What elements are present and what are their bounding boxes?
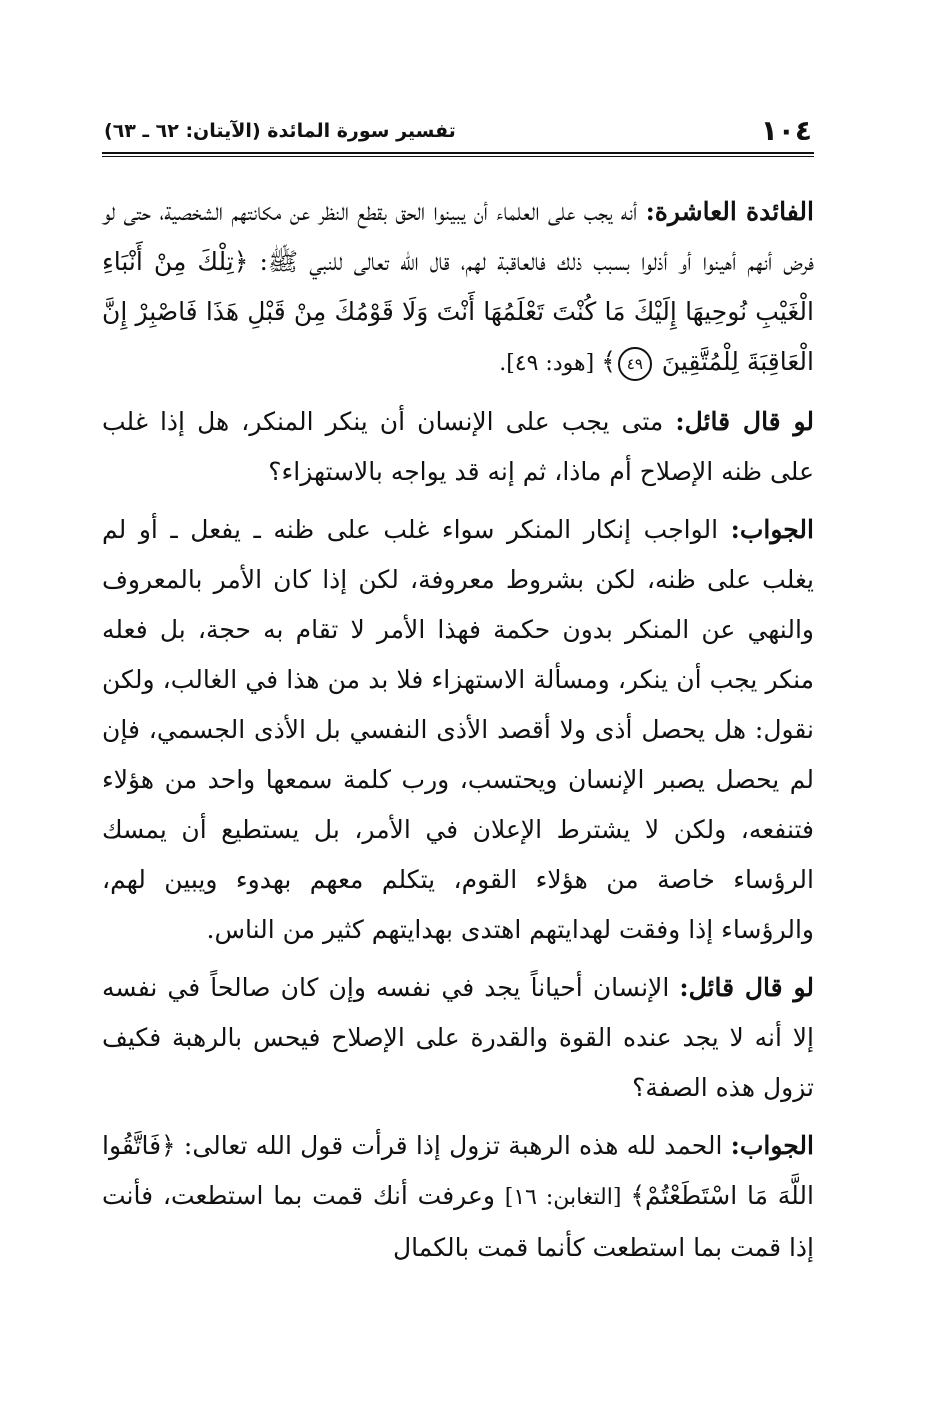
- page-body: [102, 187, 814, 1273]
- verse-close-bracket: ﴾: [601, 347, 616, 376]
- paragraph-lead: الفائدة العاشرة:: [645, 197, 814, 226]
- header-divider: [102, 152, 814, 157]
- paragraph-question-2: [102, 963, 814, 1113]
- paragraph-lead: لو قال قائل:: [679, 973, 815, 1002]
- quran-verse: ﴿فَاتَّقُوا اللَّهَ مَا اسْتَطَعْتُمْ﴾: [102, 1131, 814, 1210]
- page-header: [102, 108, 814, 146]
- verse-reference: [هود: ٤٩].: [499, 351, 602, 376]
- quran-verse: ﴿تِلْكَ مِنْ أَنْبَاءِ الْغَيْبِ نُوحِيهَا إِلَيْكَ مَا كُنْتَ تَعْلَمُهَا أَنْتَ وَلَا قَوْمُكَ مِنْ قَبْلِ هَذَا فَاصْبِرْ إِنَّ الْعَاقِبَةَ لِلْمُتَّقِينَ: [102, 247, 814, 376]
- paragraph-lead: لو قال قائل:: [675, 407, 815, 436]
- page-number: ١٠٤: [760, 114, 812, 147]
- paragraph-question-1: [102, 397, 814, 497]
- paragraph-answer-2: [102, 1121, 814, 1273]
- paragraph-lead: الجواب:: [730, 515, 814, 544]
- paragraph-answer-1: [102, 505, 814, 955]
- paragraph-text: الإنسان أحياناً يجد في نفسه وإن كان صالحاً في نفسه إلا أنه لا يجد عنده القوة والقدرة على الإصلاح فيحس بالرهبة فكيف تزول هذه الصفة؟: [102, 973, 814, 1102]
- paragraph-text: متى يجب على الإنسان أن ينكر المنكر، هل إذا غلب على ظنه الإصلاح أم ماذا، ثم إنه قد يواجه بالاستهزاء؟: [102, 407, 814, 486]
- book-page: [102, 108, 814, 1281]
- paragraph-lead: الجواب:: [730, 1131, 814, 1160]
- paragraph-tenth-benefit: [102, 187, 814, 389]
- paragraph-text: الواجب إنكار المنكر سواء غلب على ظنه ـ يفعل ـ أو لم يغلب على ظنه، لكن بشروط معروفة، لكن إذا كان الأمر بالمعروف والنهي عن المنكر بدون حكمة فهذا الأمر لا تقام به حجة، بل فعله منكر يجب أن ينكر، ومسألة الاستهزاء فلا بد من هذا في الغالب، ولكن نقول: هل يحصل أذى ولا أقصد الأذى النفسي بل الأذى الجسمي، فإن لم يحصل يصبر الإنسان ويحتسب، ورب كلمة سمعها واحد من هؤلاء فتنفعه، ولكن لا يشترط الإعلان في الأمر، بل يستطيع أن يمسك الرؤساء خاصة من هؤلاء القوم، يتكلم معهم بهدوء ويبين لهم، والرؤساء إذا وفقت لهدايتهم اهتدى بهدايتهم كثير من الناس.: [102, 515, 814, 944]
- ayah-number-marker: ٤٩: [618, 347, 652, 381]
- paragraph-text: الحمد لله هذه الرهبة تزول إذا قرأت قول الله تعالى:: [175, 1131, 731, 1160]
- paragraph-text: أنه يجب على العلماء أن يبينوا الحق بقطع النظر عن مكانتهم الشخصية، حتى لو فرض أنهم أهينوا أو أذلوا بسبب ذلك فالعاقبة لهم، قال الله تعالى للنبي ﷺ:: [102, 197, 814, 276]
- paragraph-text-continued: وعرفت أنك قمت بما استطعت، فأنت إذا قمت بما استطعت كأنما قمت بالكمال: [102, 1181, 814, 1262]
- verse-reference: [التغابن: ١٦]: [504, 1185, 631, 1210]
- running-title: تفسير سورة المائدة (الآيتان: ٦٢ ـ ٦٣): [104, 120, 456, 142]
